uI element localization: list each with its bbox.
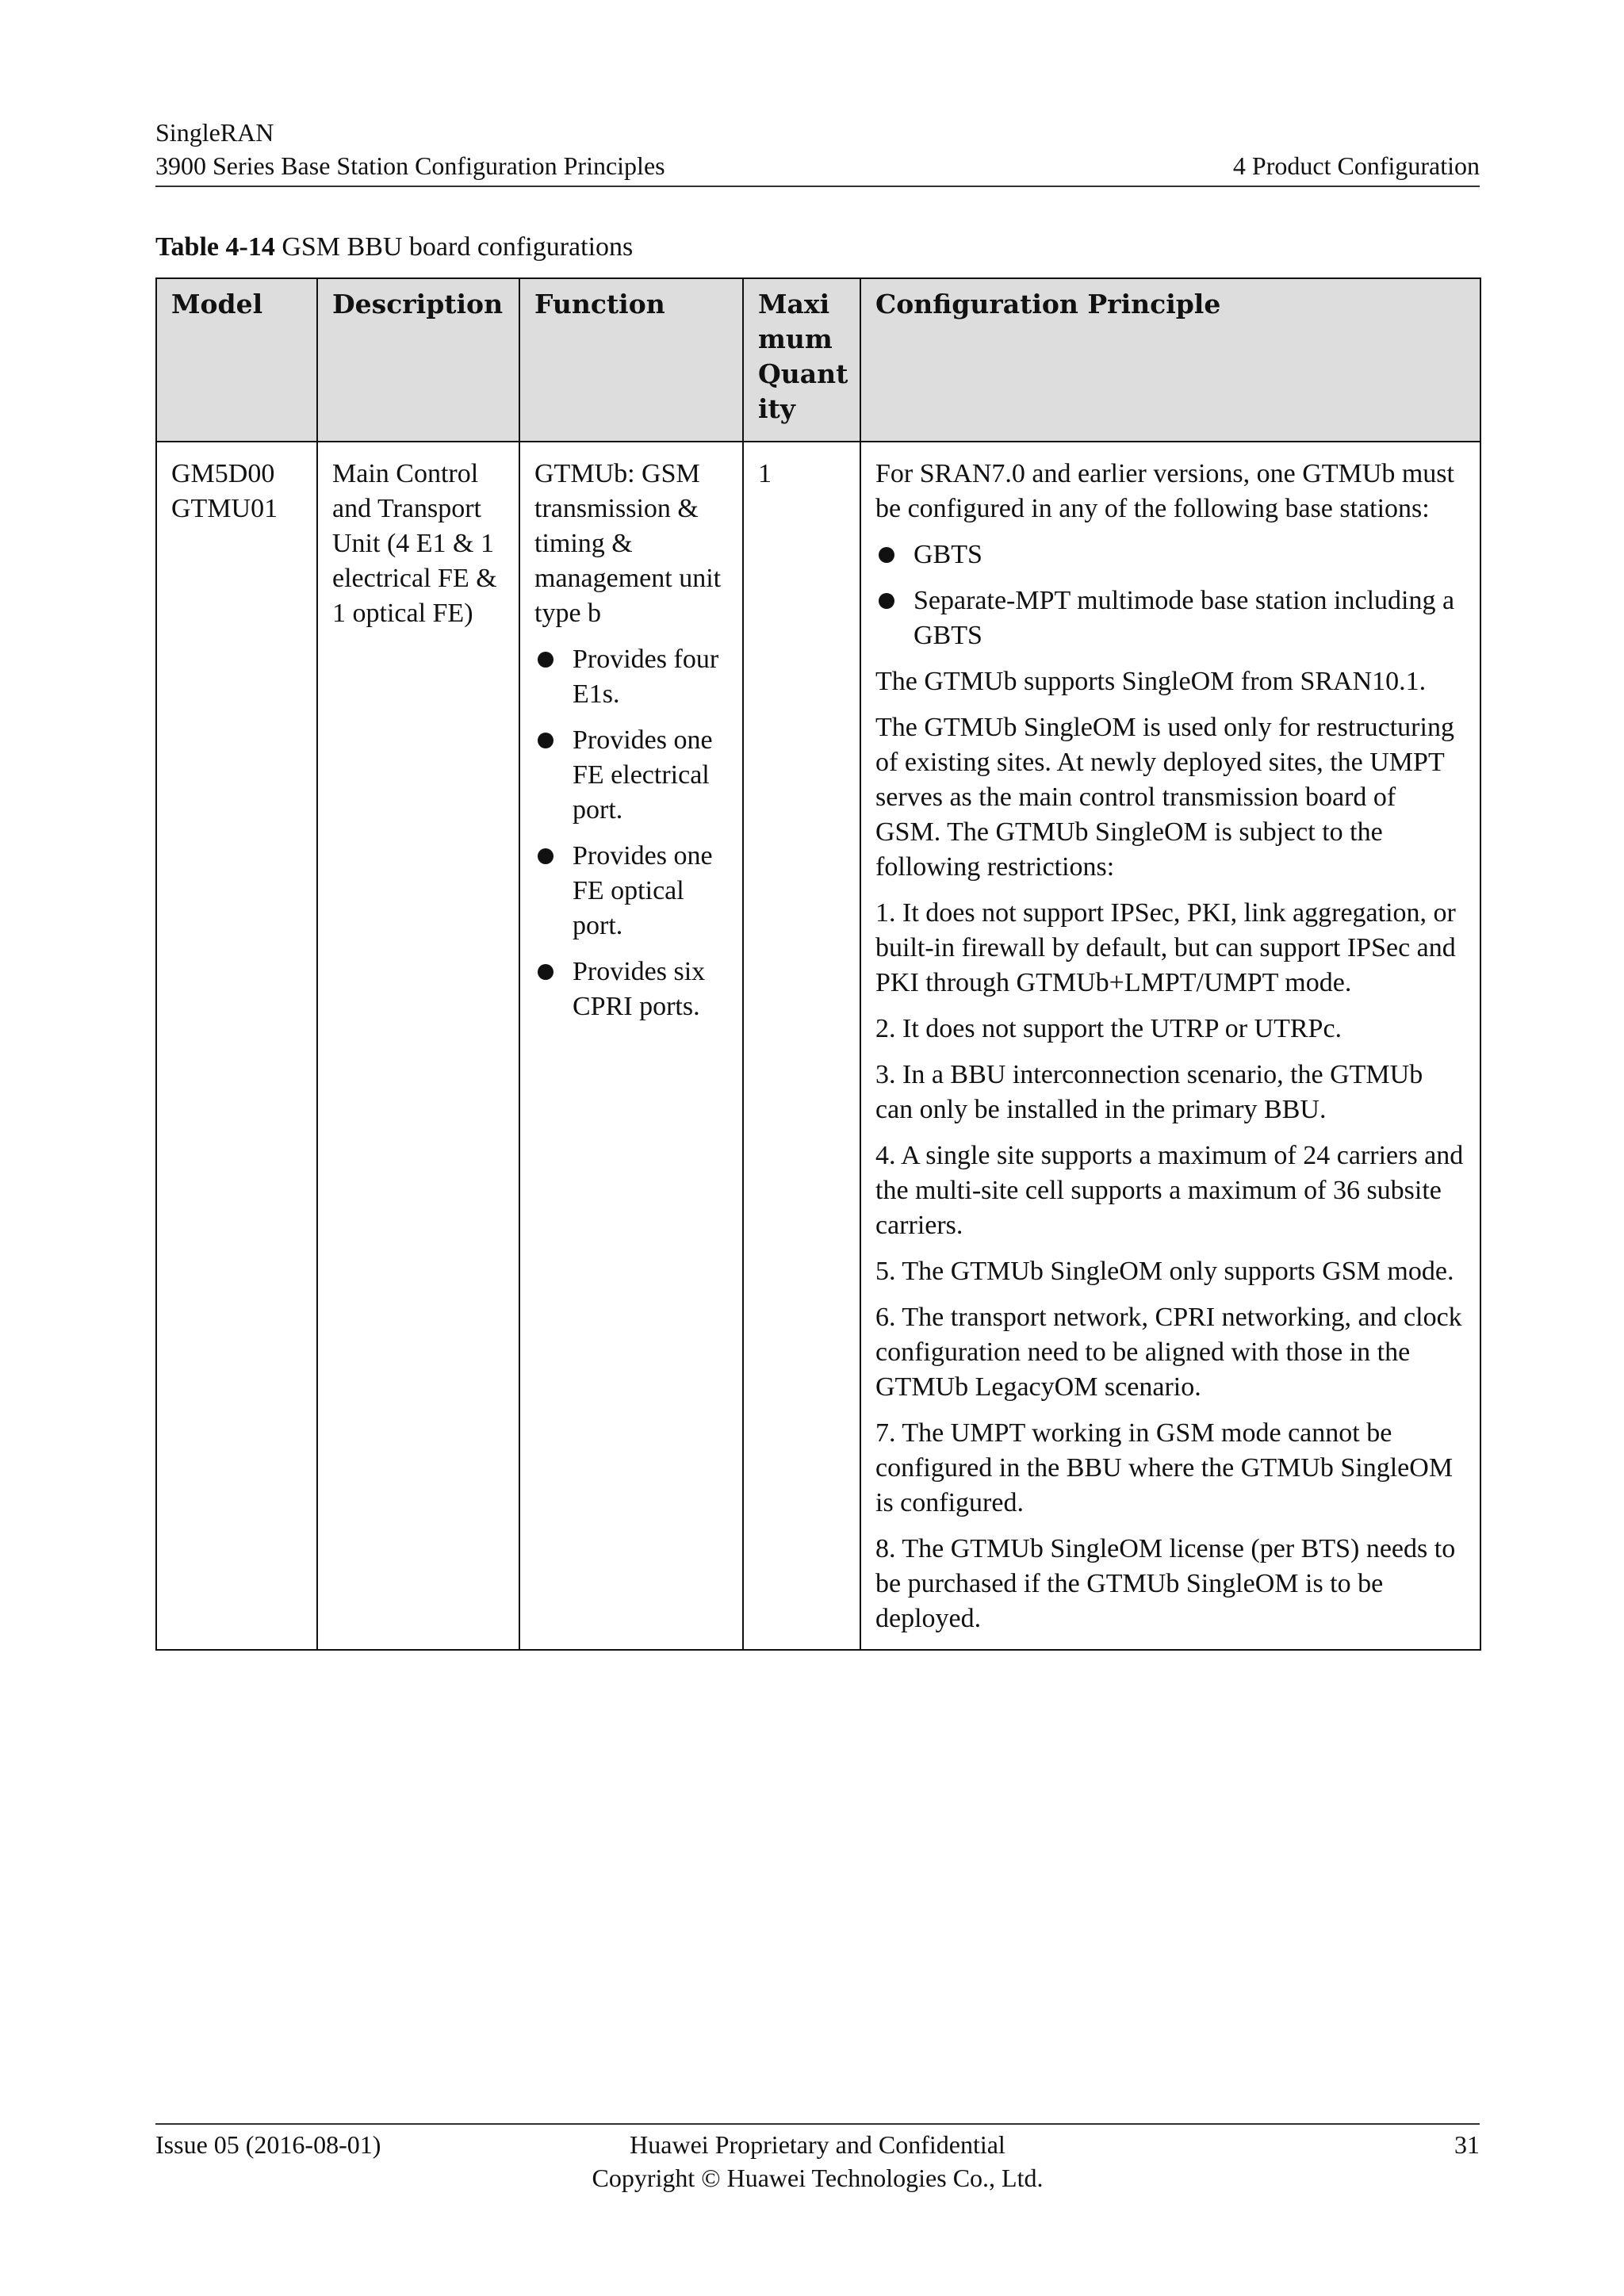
page-number: 31	[1454, 2130, 1480, 2159]
function-bullet-text: Provides four E1s.	[573, 645, 719, 709]
list-item	[534, 839, 728, 943]
table-caption-label: Table 4-14	[155, 232, 275, 262]
column-header-description: Description	[317, 278, 519, 442]
list-item	[875, 584, 1465, 653]
function-intro: GTMUb: GSM transmission & timing & management unit type b	[534, 459, 722, 628]
list-item	[534, 723, 728, 828]
principle-paragraph: The GTMUb supports SingleOM from SRAN10.1.	[875, 667, 1427, 696]
table-row	[156, 442, 1480, 1650]
footer-confidential: Huawei Proprietary and Confidential	[630, 2130, 1005, 2159]
cell-configuration-principle	[860, 442, 1480, 1650]
principle-restriction: 5. The GTMUb SingleOM only supports GSM mode.	[875, 1257, 1454, 1286]
principle-restriction: 3. In a BBU interconnection scenario, the GTMUb can only be installed in the primary BBU.	[875, 1060, 1423, 1124]
header-left	[155, 116, 665, 182]
function-bullet-text: Provides six CPRI ports.	[573, 957, 706, 1021]
function-bullet-list	[534, 642, 728, 1024]
table-header-row	[156, 278, 1480, 442]
column-header-function: Function	[519, 278, 743, 442]
bullet-icon	[538, 964, 553, 980]
footer-issue: Issue 05 (2016-08-01)	[155, 2130, 381, 2159]
column-header-configuration-principle: Configuration Principle	[860, 278, 1480, 442]
bullet-icon	[538, 652, 553, 668]
header-chapter: 4 Product Configuration	[1232, 151, 1480, 180]
principle-restriction: 1. It does not support IPSec, PKI, link aggregation, or built-in firewall by default, but can support IPSec and PKI through GTMUb+LMPT/UMPT mode.	[875, 898, 1456, 997]
gsm-bbu-board-table	[155, 277, 1481, 1651]
page-header	[155, 116, 1480, 187]
principle-restriction: 7. The UMPT working in GSM mode cannot be configured in the BBU where the GTMUb SingleOM is configured.	[875, 1418, 1454, 1517]
list-item	[534, 955, 728, 1024]
principle-bullet-list	[875, 538, 1465, 653]
principle-intro: For SRAN7.0 and earlier versions, one GTMUb must be configured in any of the following base stations:	[875, 459, 1454, 523]
table-caption-text: GSM BBU board configurations	[282, 232, 634, 262]
cell-description: Main Control and Transport Unit (4 E1 & 1 electrical FE & 1 optical FE)	[317, 442, 519, 1650]
function-bullet-text: Provides one FE optical port.	[573, 841, 713, 940]
header-doc-title: 3900 Series Base Station Configuration Principles	[155, 151, 665, 180]
function-bullet-text: Provides one FE electrical port.	[573, 725, 713, 825]
bullet-icon	[538, 848, 553, 864]
column-header-maximum-quantity	[743, 278, 860, 442]
column-header-model: Model	[156, 278, 317, 442]
principle-restriction: 6. The transport network, CPRI networking, and clock configuration need to be aligned with those in the GTMUb LegacyOM scenario.	[875, 1303, 1462, 1402]
bullet-icon	[538, 733, 553, 748]
list-item	[534, 642, 728, 712]
bullet-icon	[879, 547, 894, 563]
bullet-icon	[879, 593, 894, 609]
principle-restriction: 8. The GTMUb SingleOM license (per BTS) needs to be purchased if the GTMUb SingleOM is to be deployed.	[875, 1534, 1456, 1633]
principle-paragraph: The GTMUb SingleOM is used only for restructuring of existing sites. At newly deployed sites, the UMPT serves as the main control transmission board of GSM. The GTMUb SingleOM is subject to the following restrictions:	[875, 713, 1454, 882]
footer-copyright: Copyright © Huawei Technologies Co., Ltd.	[592, 2164, 1044, 2192]
cell-model: GM5D00 GTMU01	[156, 442, 317, 1650]
list-item	[875, 538, 1465, 572]
header-product: SingleRAN	[155, 118, 274, 147]
cell-function	[519, 442, 743, 1650]
principle-bullet-text: Separate-MPT multimode base station including a GBTS	[914, 586, 1455, 650]
table-caption	[155, 230, 633, 265]
principle-bullet-text: GBTS	[914, 540, 982, 569]
principle-restriction: 2. It does not support the UTRP or UTRPc.	[875, 1014, 1342, 1043]
principle-restriction: 4. A single site supports a maximum of 24 carriers and the multi-site cell supports a maximum of 36 subsite carriers.	[875, 1141, 1464, 1240]
page-footer	[155, 2123, 1480, 2195]
column-header-maximum-quantity-text: Maxi mum Quant ity	[758, 289, 848, 424]
cell-max-quantity: 1	[743, 442, 860, 1650]
